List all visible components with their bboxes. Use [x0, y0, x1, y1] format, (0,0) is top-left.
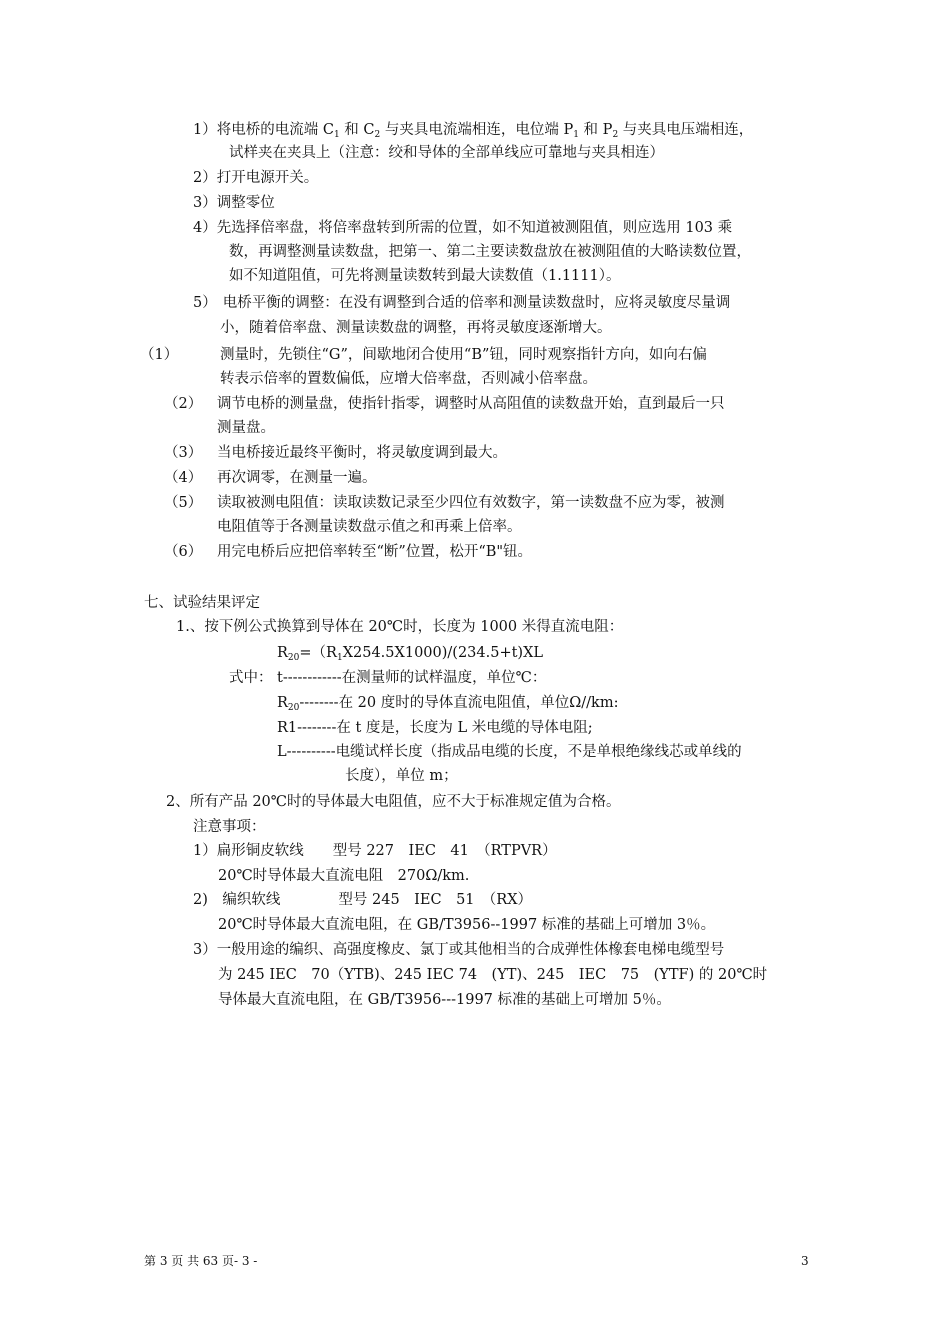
- definition-t: t------------在测量师的试样温度，单位℃：: [277, 670, 547, 686]
- substep-3-number: （3）: [164, 445, 203, 461]
- substep-1-number: （1）: [140, 347, 179, 363]
- step-4-number: 4）: [193, 220, 217, 236]
- footer-page-info: 第 3 页 共 63 页- 3 -: [144, 1254, 258, 1268]
- step-3: 3）调整零位: [193, 195, 275, 211]
- substep-4-line-1: 再次调零，在测量一遍。: [217, 470, 377, 486]
- step-5-line-1: 5） 电桥平衡的调整：在没有调整到合适的倍率和测量读数盘时，应将灵敏度尽量调: [193, 295, 731, 311]
- step-5-number: 5）: [193, 295, 217, 311]
- footer-page-number: 3: [801, 1254, 809, 1268]
- substep-1-line-1: 测量时，先锁住“G”，间歇地闭合使用“B”钮，同时观察指针方向，如向右偏: [220, 347, 707, 363]
- substep-5-line-1: 读取被测电阻值：读取读数记录至少四位有效数字，第一读数盘不应为零，被测: [217, 495, 725, 511]
- substep-2-line-2: 测量盘。: [217, 420, 275, 436]
- substep-3-line-1: 当电桥接近最终平衡时，将灵敏度调到最大。: [217, 445, 507, 461]
- where-label: 式中：: [229, 670, 273, 686]
- definition-l-line-2: 长度），单位 m；: [345, 768, 458, 784]
- substep-6-number: （6）: [164, 544, 203, 560]
- step-4-line-1: 4）先选择倍率盘，将倍率盘转到所需的位置，如不知道被测阻值，则应选用 103 乘: [193, 220, 733, 236]
- note-2-line-2: 20℃时导体最大直流电阻，在 GB/T3956--1997 标准的基础上可增加 3％。: [218, 917, 716, 933]
- step-2: 2）打开电源开关。: [193, 170, 319, 186]
- note-2-line-1: 2) 编织软线 型号 245 IEC 51 （RX）: [193, 892, 533, 908]
- definition-r20: $R_{20}--------$在 20 度时的导体直流电阻值，单位Ω//km:: [277, 695, 619, 713]
- note-3-line-1: 3）一般用途的编织、高强度橡皮、氯丁或其他相当的合成弹性体橡套电梯电缆型号: [193, 942, 725, 958]
- substep-2-number: （2）: [164, 396, 203, 412]
- section-7-item-2: 2、所有产品 20℃时的导体最大电阻值，应不大于标准规定值为合格。: [166, 794, 621, 810]
- step-1-line-1: 1）将电桥的电流端 $C_1$ 和 $C_2$ 与夹具电流端相连，电位端 $P_1$ 和 $P_2$ 与夹具电压端相连，: [193, 122, 754, 140]
- substep-6-line-1: 用完电桥后应把倍率转至“断”位置，松开“B"钮。: [217, 544, 533, 560]
- note-1-line-1: 1）扁形铜皮软线 型号 227 IEC 41 （RTPVR）: [193, 843, 557, 859]
- substep-4-number: （4）: [164, 470, 203, 486]
- notes-title: 注意事项：: [193, 819, 266, 835]
- step-4-line-3: 如不知道阻值，可先将测量读数转到最大读数值（1.1111）。: [229, 268, 621, 284]
- substep-5-line-2: 电阻值等于各测量读数盘示值之和再乘上倍率。: [217, 519, 522, 535]
- step-2-number: 2）: [193, 170, 217, 186]
- note-3-line-3: 导体最大直流电阻，在 GB/T3956---1997 标准的基础上可增加 5％。: [218, 992, 671, 1008]
- step-1-line-2: 试样夹在夹具上（注意：绞和导体的全部单线应可靠地与夹具相连）: [229, 145, 664, 161]
- substep-5-number: （5）: [164, 495, 203, 511]
- step-4-line-2: 数，再调整测量读数盘，把第一、第二主要读数盘放在被测阻值的大略读数位置，: [229, 244, 751, 260]
- section-7-item-1: 1.、按下例公式换算到导体在 20℃时，长度为 1000 米得直流电阻：: [176, 619, 624, 635]
- definition-l-line-1: L----------电缆试样长度（指成品电缆的长度，不是单根绝缘线芯或单线的: [277, 744, 742, 760]
- note-3-line-2: 为 245 IEC 70（YTB)、245 IEC 74 (YT)、245 IEC 75 (YTF) 的 20℃时: [218, 967, 768, 983]
- step-1-number: 1）: [193, 122, 217, 138]
- step-5-line-2: 小，随着倍率盘、测量读数盘的调整，再将灵敏度逐渐增大。: [220, 320, 612, 336]
- section-7-heading: 七、试验结果评定: [144, 595, 260, 611]
- substep-2-line-1: 调节电桥的测量盘，使指针指零，调整时从高阻值的读数盘开始，直到最后一只: [217, 396, 725, 412]
- definition-r1: R1--------在 t 度是，长度为 L 米电缆的导体电阻;: [277, 720, 593, 736]
- substep-1-line-2: 转表示倍率的置数偏低，应增大倍率盘，否则减小倍率盘。: [220, 371, 597, 387]
- note-1-line-2: 20℃时导体最大直流电阻 270Ω/km.: [218, 868, 470, 884]
- step-3-number: 3）: [193, 195, 217, 211]
- formula: $R_{20}=(R_1X254.5X1000)/(234.5+t)XL$: [277, 645, 544, 663]
